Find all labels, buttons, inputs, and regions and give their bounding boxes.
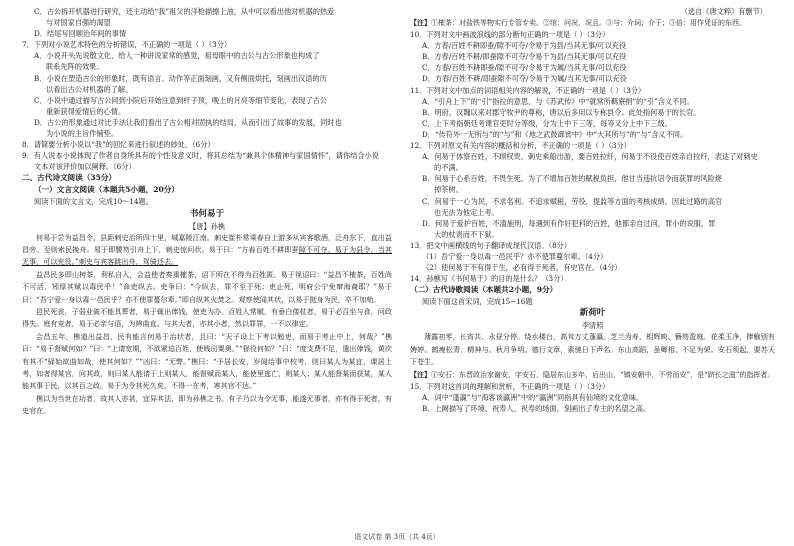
reading-intro: 阅读下面的文言文，完成10～14题。: [34, 197, 153, 207]
q12-option-a2: 的不满。: [434, 163, 463, 173]
q12-option-d1: D．何易于爱护百姓，不滥施刑，每遇到有作奸犯科的百姓，他都亲自过问，罪小的说服，罪: [422, 218, 716, 228]
q12-option-c1: C．何易于一心为民，不求名利。不追求赋税，劳役，提监等方面的考核成绩，因此过路的高官: [422, 196, 723, 206]
q13-part2: （2）使何易于不有得于生，必有得于死者，有史官在。（4分）: [422, 263, 622, 273]
passage-para1-text: 何易于尝为益昌令，县距刺史治所四十里，城嘉陵江南。刺史崔朴常乘春自上游多从宾客歌酒，泛舟东下，直出益昌旁。至则索民挽舟。易于即腰笏引舟上下，刺史惊问状。易于曰：“方春百姓不耕即蚕: [22, 232, 392, 254]
poem-text: 薄露初零，长宵共、永昼分停。绕水楼台，高耸万丈蓬瀛。芝兰为寿，相辉映、簪笏盈庭。花柔玉净，捧觞别有娉婷。鹤瘦松青，精神与、秋月争明。德行文章，素驰日下声名。东山高蹈，虽卿相、不足为荣。安石须起，要苏天下苍生。: [410, 332, 775, 367]
question-9-line1: 9．有人说本小说体现了作者自身所具有的个性及意义时，将其总结为“兼具个体精神与家国情怀”，请你结合小说: [22, 151, 379, 161]
note-text: ①榷茶：对盐铁等物实行专管专卖。②绾：问况，况且。③与：介词；介于；③倍：用作凭证的东西。: [431, 19, 746, 28]
question-15: 15．下列对这首词的理解和赏析，不正确的一项是（ ）（3分）: [410, 381, 610, 391]
q7-option-b2: 以看出古公对机器的了解。: [46, 84, 133, 94]
question-10: 10．下列对文中画波浪线的部分断句正确的一项是（ ）（3分）: [410, 30, 610, 40]
passage-para1-underlined: 隙不可夺。易于为县令，当其无事，可以充役。”刺史与宾客跳出舟，驾骑还去。: [22, 244, 393, 267]
q11-option-a: A．“引舟上下”的“引”指拉的意思，与《苏武传》中“就常所羁寮捐”的“引”含义不同。: [422, 96, 694, 106]
right-column: [410, 6, 775, 414]
q6-option-c-line1: C．古公拆开机器进行研究，还主动给“我”祖父的洋枪描擦上油，从中可以看出他对机器的热爱: [34, 7, 335, 16]
part2a-heading: （一）文言文阅读（本题共5小题，20分）: [34, 185, 179, 195]
poem-note-text: ①安石：东晋政治家谢安，字安石，隐居东山多年，后出山，“镇安朝中，不劳而安”，是“跻长之滋”的指挥者。: [431, 370, 775, 379]
question-7: 7．下列对小说艺术特色的分析错误，不正确的一项是（ ）（3分）: [22, 40, 232, 50]
question-14: 14．孙樵写《书何易于》的目的是什么？（3分）: [410, 274, 568, 284]
q7-option-a2: 联系先阵的效果。: [46, 62, 104, 72]
q11-option-d: D．“传符外一无所与”的“与”和《地之武鼓御赏中》中“大其所与”的“与”含义不同。: [422, 129, 688, 139]
question-11: 11．下列对文中加点的词语相关内容的解说，不正确的一项是（ ）（3分）: [410, 85, 646, 95]
q15-option-a: A．词中“蓬瀛”与“海客谈瀛洲”中的“瀛洲”同指具有仙境的文化意味。: [422, 392, 644, 402]
part2-heading: 二、古代诗文阅读（35分）: [22, 173, 117, 183]
question-13: 13．把文中画横线的句子翻译成现代汉语。（8分）: [410, 240, 572, 250]
passage-para3: 邑民死丧，子弱业破不能具葬者，易于辄出俸钱，使吏为办。百姓入常赋，有垂白偻杖者，易于必召坐与食，问政得失。庭有竞者，易于必亲与语，为辨曲直。与其大者，亦其小者，然以罪罪，一不以律定。: [22, 306, 392, 329]
passage-notes: [410, 17, 775, 29]
q6-option-c-line2: 与对国家自强的渴望: [46, 18, 111, 28]
q12-option-b1: B．何易于心系百姓，不畏生死。为了不增加百姓的赋税负担，他甘当违抗诏令而获罪的风险烧: [422, 174, 722, 184]
q6-option-d: D．结尾写回顺治年间的事情: [34, 29, 127, 39]
poem-title: 新荷叶: [579, 308, 606, 319]
poem-note: [410, 369, 775, 381]
passage-source: （选自《唐文粹》有删节）: [680, 7, 767, 16]
q7-option-d2: 为小说的主旨作铺垫。: [46, 129, 118, 139]
q10-option-d: D．方春/百姓不耕/即蚕隙不可夺/令易于为属/当其无事/可以充役: [422, 74, 627, 84]
q15-option-b: B．上阙描写了环境、祝寿人、祝寿的场面，刻画出了寿主的名望之高。: [422, 403, 651, 413]
q12-option-d2: 大的杖责而不下狱。: [434, 229, 499, 239]
poem-intro: 阅读下面这首宋词，完成15~16题: [422, 297, 533, 307]
q7-option-d1: D．古公的形象通过对比手法让我们看出了古公相对固执的结局，从而引出了故事的发展，同时也: [34, 117, 342, 127]
part2b-heading: （二）古代诗歌阅读（本题共2小题，9分）: [410, 285, 558, 295]
poem-author: 李清照: [581, 321, 604, 331]
q10-option-c: C．方春/百姓不耕即蚕/隙不可夺/令易于为属/当其无事/可以充役: [422, 63, 627, 73]
q7-option-c2: 重新获得爱情后的心情。: [46, 106, 126, 116]
q10-option-b: B．方春/百姓不耕/即蚕隙不可夺/令易于为县/当其无事/可以充役: [422, 52, 627, 62]
passage-para4: 会昌五年，樵道出益昌，民有能言何易于治状者，且曰：“天子设上下考以勉吏，而易于考止中上，何哉？”樵曰：“易于督赋何如？”曰：“上请宽期，不欲紧迫百姓，使贱出粟奥。”“督役何如？”曰：“度支费不足，遣出俸钱，黄次有其不“驿始欲曲如哉，使其何如？”“凶曰：“无弊。”樵曰：“予居长安，岁闻给事中校考，则曰某人为某宜，课居上考，如者得某官，问其政，则曰某人能请于上则某人，能督赋而某人，能使里逃亡，则某人；某人能督某而获某，某人能其事于民，以其百之政。易于为令其死久矣，不得一在考，寒其官不达。”: [22, 331, 392, 391]
q13-part1: （1）吾宁爱一身以毒一邑民乎？亦不使罪蔓尔辈。（4分）: [422, 251, 608, 261]
q7-option-a1: A．小说开头先说散文化，给人一种讲说家常的感觉，祖母眼中的古公与古公形象也构成了: [34, 51, 320, 61]
passage-para2: 益昌民多即山树茶，利私自入，会益使者奏重榷茶，诏下所在不得为百姓匿。易于视诏曰：“益昌不榷茶，百姓尚不可活，矧厚其赋以毒民乎！”命吏纵去。吏争曰：“今纵去，罪不至于死；吏止死，明府公宁免窜海裔耶？”易于曰：“吾宁爱一身以毒一邑民乎？亦不使罪蔓尔辈。”即自纵其火焚之。观察使闻其状，以易于挺身为民，卒不加劾。: [22, 269, 392, 304]
q12-option-b2: 掉茶树。: [434, 185, 463, 195]
passage-para1: [22, 232, 392, 269]
q12-option-c2: 也无法为他定上考。: [434, 207, 499, 217]
left-column: [22, 6, 392, 418]
q10-option-a: A．方春/百姓不耕即蚕/隙不可夺/令易于为县/当其无事/可以充役: [422, 41, 627, 51]
passage-title: 书何易于: [189, 208, 225, 219]
q12-option-a1: A．何易于体察百姓，不顾权贵。刺史乘船出游，要百姓拉纤，何易于不役使百姓亲自拉纤，表达了对刺史: [422, 152, 758, 162]
passage-author: 【唐】孙樵: [189, 221, 225, 231]
q11-option-c: C．上下考指朝廷考课官吏时分等级，分为上中下三等，每等又分上中下三级。: [422, 118, 672, 128]
question-9-line2: 文本对该评价加以阐释。（6分）: [34, 162, 136, 172]
poem-note-label: 【注】: [410, 369, 431, 379]
q7-option-c1: C．小说中通过描写古公同到小院后开始注意到杆子顶，晚上的月亮等细节变化，表现了古公: [34, 95, 328, 105]
note-label: 【注】: [410, 18, 431, 28]
question-12: 12．下列对原文有关内容的概括和分析，不正确的一项是（ ）（3分）: [410, 141, 631, 151]
q7-option-b1: B．小说在塑造古公的形象时，既有语言、动作等正面刻画，又有侧面烘托，刻画出汉语的历: [34, 73, 327, 83]
page-footer: 语文试卷 第 3页（共 4页）: [354, 533, 440, 541]
passage-para5: 樵以为当世在功者，故其人亦甚，宜异其法，即为孙樵之书。有子乃以为令无事，能遂无事者，亦有得于死者，有史官在。: [22, 393, 392, 416]
question-8: 8．请简要分析小说以“我”的回忆来进行叙述的妙处。（6分）: [22, 140, 215, 150]
q11-option-b: B．明府，汉魏以来对郡守牧尹的尊称，唐以后多用以专称县令。此处指何易于的长官。: [422, 107, 701, 117]
